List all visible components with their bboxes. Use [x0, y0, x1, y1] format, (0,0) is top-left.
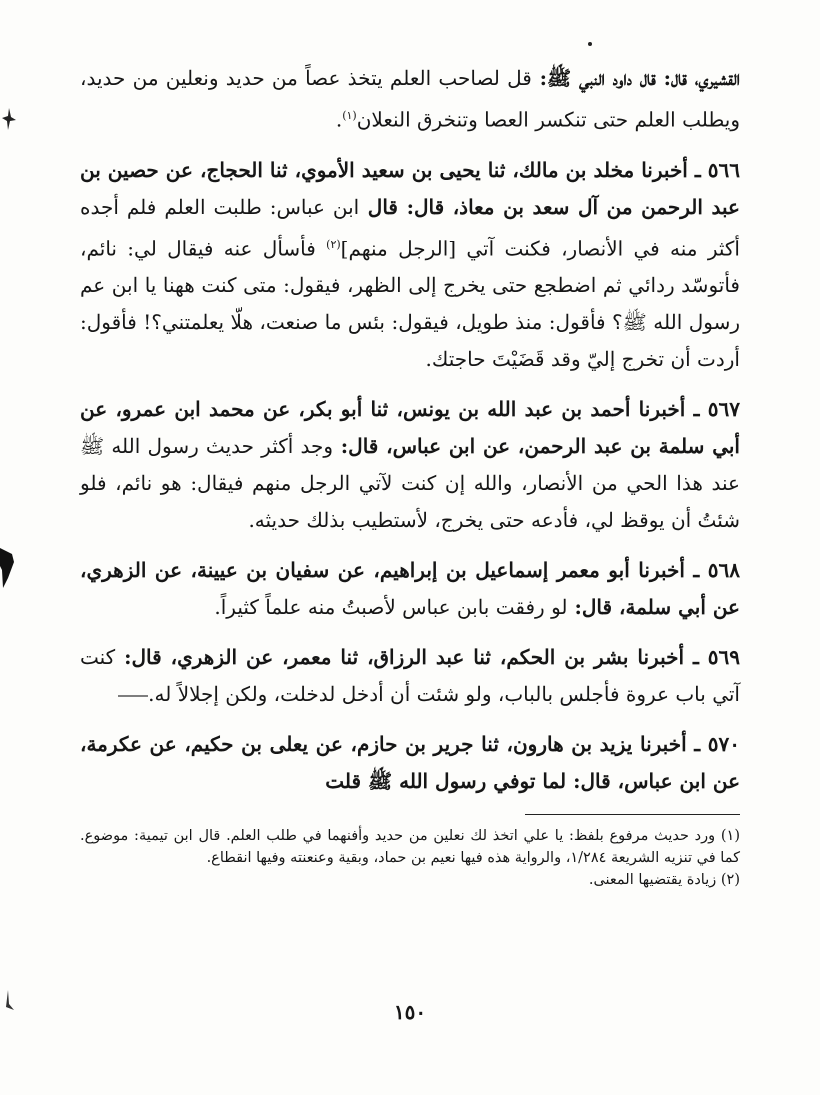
- hadith-text: ابن عباس: طلبت العلم فلم أجده أكثر منه في الأنصار، فكنت آتي [الرجل منهم]: [80, 194, 740, 261]
- hadith-number: ٥٦٩: [707, 645, 741, 670]
- hadith-isnad: ـ أخبرنا مخلد بن مالك، ثنا يحيى بن سعيد الأموي، ثنا الحجاج، عن حصين بن عبد الرحمن من آل سعد بن معاذ، قال: قال: [80, 157, 740, 219]
- hadith-isnad: ـ أخبرنا أحمد بن عبد الله بن يونس، ثنا أبو بكر، عن محمد ابن عمرو، عن أبي سلمة بن عبد الرحمن، عن ابن عباس، قال:: [80, 397, 740, 459]
- hadith-number: ٥٦٨: [707, 558, 740, 583]
- footnote-divider: [525, 814, 740, 815]
- hadith-text: وجد أكثر حديث رسول الله ﷺ عند هذا الحي من الأنصار، والله إن كنت لآتي الرجل منهم فيقال: هو نائم، فلو شئتُ أن يوقظ لي، فأدعه حتى يخرج، لأستطيب بذلك حديثه.: [80, 434, 740, 533]
- paragraph-intro: [80, 60, 740, 139]
- footnote-ref-2: (٢): [326, 237, 341, 251]
- margin-mark-bottom-left: [2, 990, 14, 1010]
- hadith-568: [80, 552, 740, 626]
- hadith-567: [80, 391, 740, 539]
- hadith-number: ٥٦٦: [707, 157, 740, 182]
- page-number: ١٥٠: [393, 1000, 427, 1024]
- intro-end: .: [335, 107, 343, 132]
- intro-bold-text: القشيري، قال: قال داود النبي ﷺ:: [531, 66, 740, 90]
- hadith-isnad: ـ أخبرنا بشر بن الحكم، ثنا عبد الرزاق، ثنا معمر، عن الزهري، قال:: [115, 645, 708, 670]
- hadith-570: [80, 726, 740, 800]
- hadith-text-continued: فأسأل عنه فيقال لي: نائم، فأتوسّد ردائي ثم اضطجع حتى يخرج إلى الظهر، فيقول: متى كنت ههنا يا ابن عم رسول الله ﷺ؟ فأقول: منذ طويل، فيقول: بئس ما صنعت، هلّا يعلمتني؟! فأقول: أردت أن تخرج إليّ وقد قَضَيْتَ حاجتك.: [80, 236, 740, 372]
- footnote-ref-1: (١): [342, 109, 357, 122]
- hadith-text: لو رفقت بابن عباس لأصبتُ منه علماً كثيراً.: [214, 595, 568, 620]
- hadith-isnad: ـ أخبرنا يزيد بن هارون، ثنا جرير بن حازم، عن يعلى بن حكيم، عن عكرمة، عن ابن عباس، قال:: [80, 732, 740, 794]
- footnote-1: (١) ورد حديث مرفوع بلفظ: يا علي اتخذ لك نعلين من حديد وأفنهما في طلب العلم. قال ابن تيمية: موضوع. كما في تنزيه الشريعة ١/٢٨٤، والرواية هذه فيها نعيم بن حماد، وبقية وعنعنته وفيها انقطاع.: [80, 828, 740, 867]
- page-body: [80, 40, 740, 1040]
- hadith-isnad: ـ أخبرنا أبو معمر إسماعيل بن إبراهيم، عن سفيان بن عيينة، عن الزهري، عن أبي سلمة، قال:: [80, 558, 740, 620]
- margin-mark-top-left: [2, 108, 16, 130]
- hadith-text: كنت آتي باب عروة فأجلس بالباب، ولو شئت أن أدخل لدخلت، ولكن إجلالاً له.: [80, 645, 740, 707]
- hadith-566: [80, 152, 740, 379]
- intro-text: قل لصاحب العلم يتخذ عصاً من حديد ونعلين من حديد، ويطلب العلم حتى تنكسر العصا وتنخرق النعلان: [80, 66, 740, 132]
- margin-mark-mid-left: [0, 548, 14, 588]
- hadith-569: [80, 639, 740, 713]
- hadith-text: لما توفي رسول الله ﷺ قلت: [325, 769, 567, 794]
- hadith-number: ٥٧٠: [707, 732, 740, 757]
- footnote-2: (٢) زيادة يقتضيها المعنى.: [588, 872, 740, 889]
- hadith-number: ٥٦٧: [707, 397, 740, 422]
